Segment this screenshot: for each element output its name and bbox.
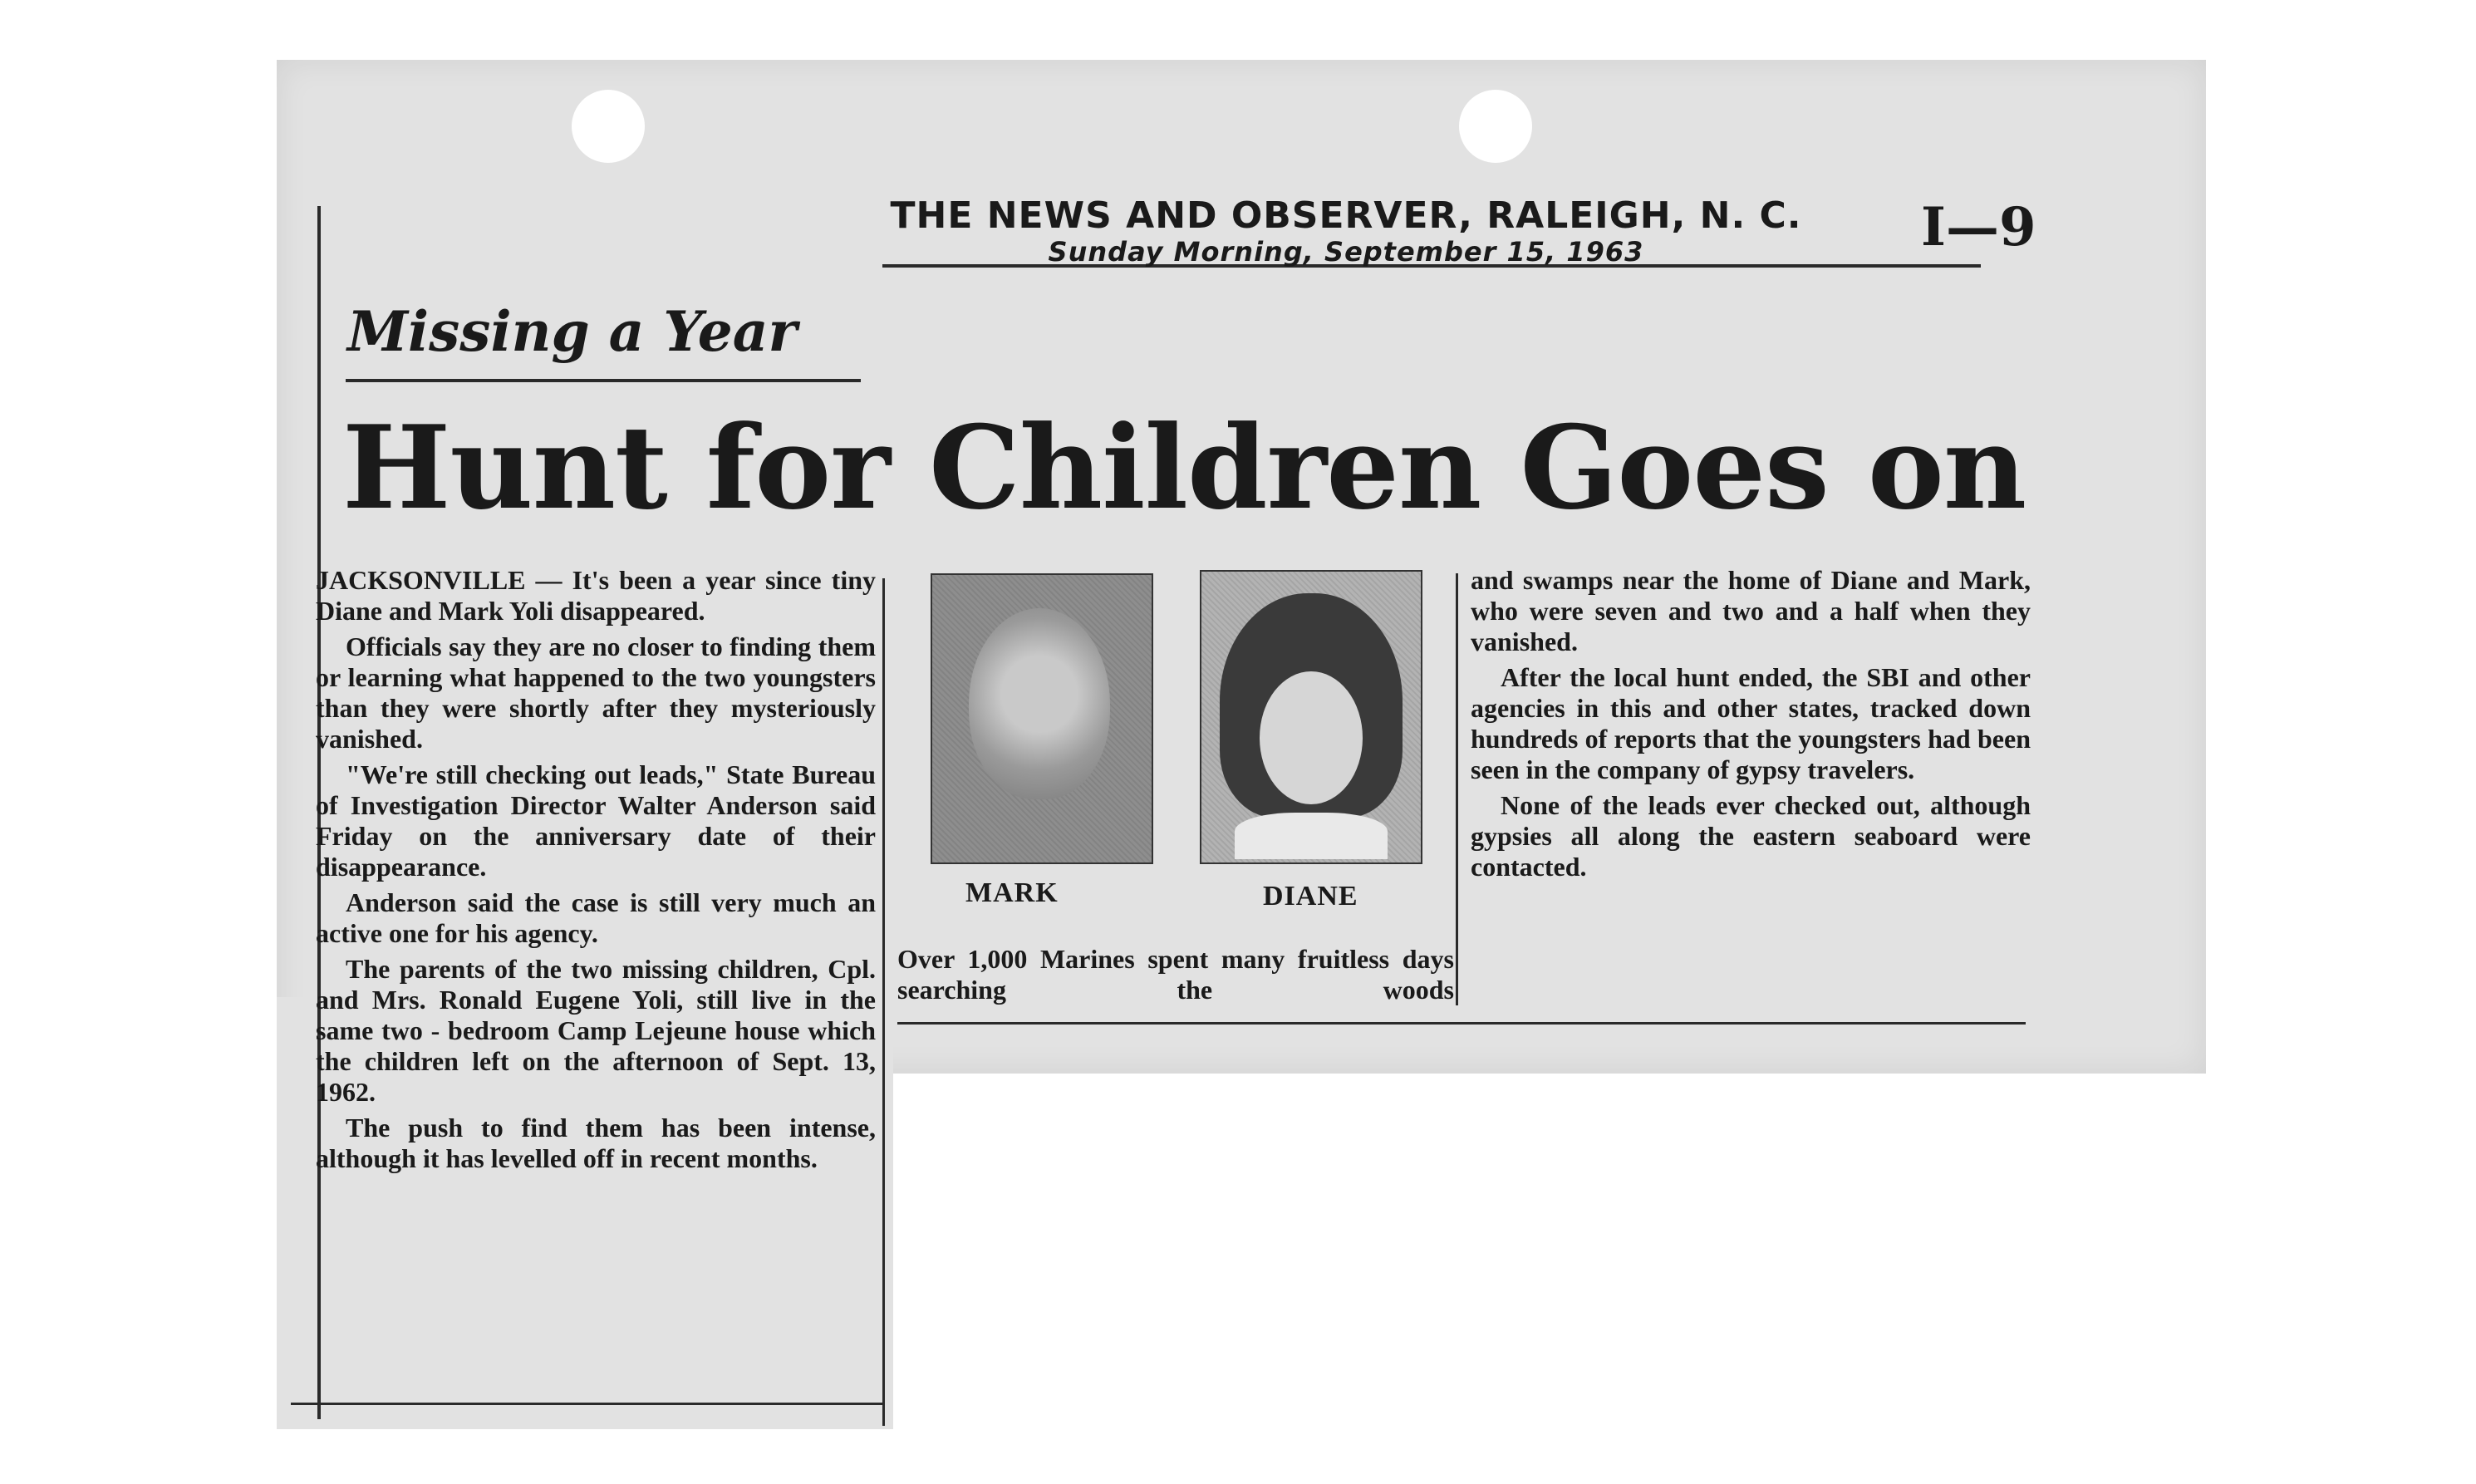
paragraph: The parents of the two missing children, Cpl. and Mrs. Ronald Eugene Yoli, still live in the same two - bedroom Camp Lejeune house which the children left on the afternoon of Sept. 13, 1962.	[316, 954, 876, 1107]
paragraph: None of the leads ever checked out, although gypsies all along the eastern seaboard were contacted.	[1471, 790, 2031, 882]
column-rule-2	[1456, 573, 1458, 1005]
bottom-rule-left	[291, 1403, 882, 1405]
portrait-collar	[1235, 813, 1388, 859]
photo-label-mark: MARK	[965, 877, 1059, 908]
photo-caption: Over 1,000 Marines spent many fruitless days searching the woods	[897, 944, 1454, 1005]
paragraph: JACKSONVILLE — It's been a year since tiny Diane and Mark Yoli disappeared.	[316, 565, 876, 626]
bottom-rule-right	[897, 1022, 2026, 1025]
article-column-1	[316, 565, 876, 1174]
paragraph: Anderson said the case is still very much an active one for his agency.	[316, 887, 876, 948]
masthead-title: THE NEWS AND OBSERVER, RALEIGH, N. C.	[890, 194, 1802, 237]
column-rule-1	[882, 578, 885, 1426]
photo-diane	[1200, 570, 1422, 864]
paragraph: "We're still checking out leads," State Bureau of Investigation Director Walter Anderson said Friday on the anniversary date of their disappearance.	[316, 759, 876, 882]
masthead-date: Sunday Morning, September 15, 1963	[1048, 236, 1644, 268]
paragraph: The push to find them has been intense, although it has levelled off in recent months.	[316, 1113, 876, 1173]
photo-mark	[931, 573, 1153, 864]
punch-hole	[1459, 90, 1532, 163]
portrait-face	[969, 608, 1110, 799]
paragraph: After the local hunt ended, the SBI and other agencies in this and other states, tracked down hundreds of reports that the youngsters had been seen in the company of gypsy travelers.	[1471, 662, 2031, 784]
portrait-face	[1260, 671, 1363, 804]
article-column-3	[1471, 565, 2031, 882]
punch-hole	[572, 90, 645, 163]
kicker-underline	[346, 379, 861, 382]
paragraph: and swamps near the home of Diane and Mark, who were seven and two and a half when they vanished.	[1471, 565, 2031, 656]
photo-label-diane: DIANE	[1263, 881, 1358, 912]
article-kicker: Missing a Year	[347, 299, 798, 364]
page-number: I—9	[1921, 196, 2036, 258]
paragraph: Officials say they are no closer to finding them or learning what happened to the two youngsters than they were shortly after they mysteriously vanished.	[316, 631, 876, 754]
article-headline: Hunt for Children Goes on	[342, 400, 2026, 535]
